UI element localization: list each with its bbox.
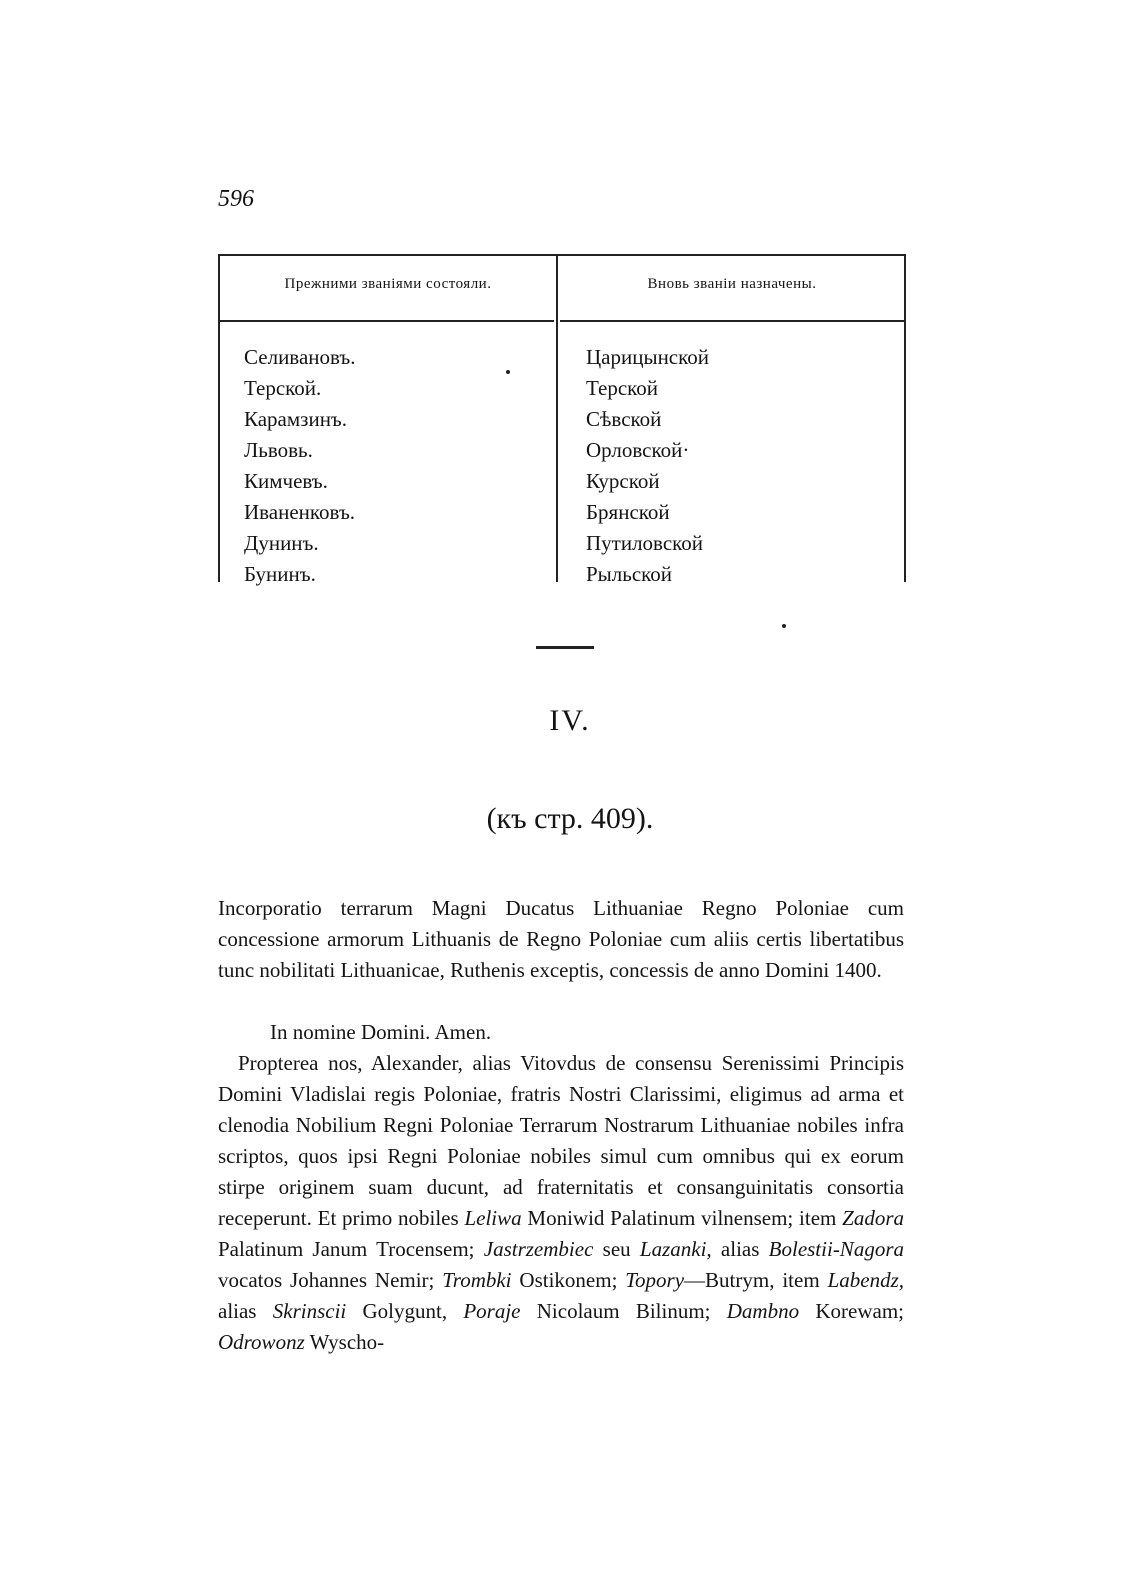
- table-header-rule-right: [560, 320, 906, 322]
- list-item: Брянской: [586, 500, 670, 524]
- section-reference: (къ стр. 409).: [486, 802, 654, 835]
- text-run: alias: [218, 1299, 273, 1323]
- section-separator: [536, 646, 594, 649]
- table-top-rule: [218, 254, 906, 256]
- coat-of-arms-name: Topory: [625, 1268, 685, 1292]
- former-ranks-list: [244, 342, 356, 590]
- list-item: Сѣвской: [586, 407, 662, 431]
- new-ranks-list: [586, 342, 709, 590]
- table-right-border: [904, 254, 906, 582]
- list-item: Терской: [586, 376, 659, 400]
- list-item: Царицынской: [586, 345, 710, 369]
- main-text: [218, 1048, 904, 1358]
- text-run: Propterea nos, Alexander, alias Vitovdus de consensu Serenissimi Principis Domini Vladislai regis Poloniae, fratris Nostri Clarissimi, eligimus ad arma et clenodia Nobilium Regni Poloniae Terrarum Nostrarum Lithuaniae nobiles infra scriptos, quos ipsi Regni Poloniae nobiles simul cum omnibus qui ex eorum stirpe originem suam ducunt, ad fraternitatis et consanguinitatis consortia receperunt. Et primo nobiles: [218, 1051, 904, 1230]
- list-item: Селивановъ.: [244, 345, 356, 369]
- text-run: Korewam;: [799, 1299, 904, 1323]
- print-speck: [782, 624, 786, 628]
- coat-of-arms-name: Jastrzembiec: [483, 1237, 594, 1261]
- text-run: Golygunt,: [346, 1299, 464, 1323]
- list-item: Курской: [586, 469, 660, 493]
- invocation-text: In nomine Domini. Amen.: [270, 1020, 492, 1044]
- print-speck: [506, 370, 510, 374]
- coat-of-arms-name: Zadora: [842, 1206, 904, 1230]
- list-item: Орловской·: [586, 438, 690, 462]
- coat-of-arms-name: Poraje: [463, 1299, 521, 1323]
- list-item: Терской.: [244, 376, 322, 400]
- list-item: Львовь.: [244, 438, 313, 462]
- table-header-new-ranks: Вновь званіи назначены.: [647, 276, 817, 292]
- coat-of-arms-name: Skrinscii: [272, 1299, 347, 1323]
- text-run: alias: [711, 1237, 769, 1261]
- list-item: Рыльской: [586, 562, 673, 586]
- text-run: vocatos Johannes Nemir;: [218, 1268, 443, 1292]
- text-run: Moniwid Palatinum vilnensem; item: [521, 1206, 843, 1230]
- intro-paragraph: [218, 893, 904, 986]
- coat-of-arms-name: Lazanki,: [639, 1237, 712, 1261]
- table-header-former-ranks: Прежними званіями состояли.: [284, 276, 492, 292]
- ranks-table: [218, 254, 906, 586]
- list-item: Карамзинъ.: [244, 407, 348, 431]
- intro-text: Incorporatio terrarum Magni Ducatus Lithuaniae Regno Poloniae cum concessione armorum Lithuanis de Regno Poloniae cum aliis certis libertatibus tunc nobilitati Lithuanicae, Ruthenis exceptis, concessis de anno Domini 1400.: [218, 896, 904, 982]
- coat-of-arms-name: Leliwa: [464, 1206, 522, 1230]
- invocation-paragraph: [218, 1017, 904, 1048]
- coat-of-arms-name: Labendz,: [827, 1268, 904, 1292]
- section-number: IV.: [549, 704, 591, 737]
- list-item: Дунинъ.: [244, 531, 319, 555]
- main-paragraph: [218, 1048, 904, 1358]
- text-run: seu: [593, 1237, 640, 1261]
- text-run: Palatinum Janum Trocensem;: [218, 1237, 484, 1261]
- coat-of-arms-name: Odrowonz: [218, 1330, 305, 1354]
- text-run: Ostikonem;: [511, 1268, 626, 1292]
- text-run: —Butrym, item: [684, 1268, 828, 1292]
- table-header-rule-left: [218, 320, 554, 322]
- coat-of-arms-name: Dambno: [726, 1299, 800, 1323]
- list-item: Бунинъ.: [244, 562, 316, 586]
- text-run: Nicolaum Bilinum;: [520, 1299, 727, 1323]
- text-run: Wyscho-: [304, 1330, 385, 1354]
- list-item: Путиловской: [586, 531, 704, 555]
- coat-of-arms-name: Bolestii-Nagora: [768, 1237, 904, 1261]
- table-left-border: [218, 254, 220, 582]
- list-item: Иваненковъ.: [244, 500, 356, 524]
- list-item: Кимчевъ.: [244, 469, 328, 493]
- table-column-divider: [556, 254, 558, 582]
- page-number: 596: [218, 186, 254, 212]
- coat-of-arms-name: Trombki: [442, 1268, 512, 1292]
